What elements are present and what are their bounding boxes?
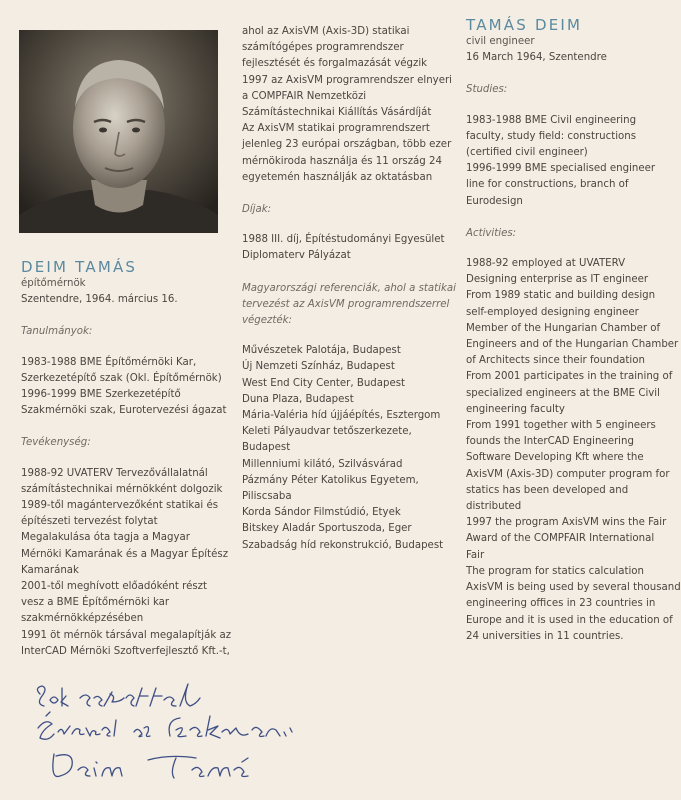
hungarian-bio-column (21, 258, 231, 660)
studies-line: 1996-1999 BME specialised engineer (466, 163, 656, 175)
studies-heading-en: Studies: (466, 84, 508, 96)
activities-heading-en: Activities: (466, 227, 517, 239)
activities-line: InterCAD Mérnöki Szoftverfejlesztő Kft.-t, (21, 645, 230, 657)
activities-line: 24 universities in 11 countries. (466, 630, 624, 642)
reference-line: Művészetek Palotája, Budapest (242, 345, 401, 357)
references-heading (242, 281, 456, 330)
portrait-photo (19, 30, 218, 233)
activities-line: 1997 the program AxisVM wins the Fair (466, 517, 667, 529)
activities-line: 1988-92 UVATERV Tervezővállalatnál (21, 467, 208, 479)
activities-line: of Architects since their foundation (466, 355, 645, 367)
studies-line: Eurodesign (466, 195, 523, 207)
reference-line: Mária-Valéria híd újjáépítés, Esztergom (242, 410, 441, 422)
activities-line: self-employed designing engineer (466, 306, 639, 318)
activities-line: engineering offices in 23 countries in (466, 598, 656, 610)
awards-list (242, 232, 456, 264)
name-heading-en: TAMÁS DEIM (466, 16, 583, 34)
studies-line: faculty, study field: constructions (466, 130, 637, 142)
activities-line: The program for statics calculation (466, 565, 644, 577)
activities-line: Award of the COMPFAIR International (466, 533, 655, 545)
activities-line: Fair (466, 549, 485, 561)
english-bio-column-clip (466, 16, 681, 716)
activities-line: 2001-től meghívott előadóként részt (21, 581, 207, 593)
activities-line: 1988-92 employed at UVATERV (466, 258, 626, 270)
activities-line: 1991 öt mérnök társával megalapítják az (21, 629, 232, 641)
activities-heading-hu: Tevékenység: (21, 437, 91, 449)
activities-line: Europe and it is used in the education of (466, 614, 673, 626)
reference-line: Korda Sándor Filmstúdió, Etyek (242, 507, 401, 519)
activities-line: építészeti tervezést folytat (21, 516, 158, 528)
activities-line: From 2001 participates in the training of (466, 371, 673, 383)
reference-line: West End City Center, Budapest (242, 377, 406, 389)
reference-line: Duna Plaza, Budapest (242, 393, 354, 405)
name-heading-hu: DEIM TAMÁS (21, 258, 138, 276)
activities-line: vesz a BME Építőmérnöki kar (21, 597, 170, 609)
activities-line: AxisVM is being used by several thousand (466, 582, 681, 594)
reference-line: Új Nemzeti Színház, Budapest (242, 361, 395, 373)
activities-line: ahol az AxisVM (Axis-3D) statikai (242, 26, 410, 37)
studies-line: (certified civil engineer) (466, 147, 588, 159)
activities-line: fejlesztését és forgalmazását végzik (242, 58, 428, 70)
reference-line: Piliscsaba (242, 491, 292, 503)
reference-line: Pázmány Péter Katolikus Egyetem, (242, 474, 419, 486)
activities-list-hu (21, 466, 231, 660)
activities-line: founds the InterCAD Engineering (466, 436, 634, 448)
activities-line: Kamarának (21, 564, 79, 576)
references-heading-line: végezték: (242, 315, 292, 327)
studies-line: 1996-1999 BME Szerkezetépítő (21, 389, 181, 401)
studies-heading-hu: Tanulmányok: (21, 326, 93, 338)
activities-line: Engineers and of the Hungarian Chamber (466, 339, 679, 351)
activities-line: számítógépes programrendszer (242, 42, 404, 54)
reference-line: Keleti Pályaudvar tetőszerkezete, (242, 426, 412, 438)
award-line: Diplomaterv Pályázat (242, 250, 351, 262)
activities-continued-list (242, 24, 456, 186)
portrait-illustration (19, 30, 218, 233)
references-heading-line: tervezést az AxisVM programrendszerrel (242, 298, 450, 310)
activities-line: From 1989 static and building design (466, 290, 656, 302)
handwritten-dedication (30, 680, 320, 790)
birth-info-hu: Szentendre, 1964. március 16. (21, 294, 178, 306)
english-bio-column (466, 16, 681, 645)
awards-heading: Díjak: (242, 204, 272, 216)
activities-list-en (466, 256, 681, 645)
birth-info-en: 16 March 1964, Szentendre (466, 52, 607, 64)
studies-line: Szerkezetépítő szak (Okl. Építőmérnök) (21, 372, 222, 384)
activities-line: Az AxisVM statikai programrendszert (242, 123, 430, 135)
studies-line: 1983-1988 BME Civil engineering (466, 114, 637, 126)
reference-line: Szabadság híd rekonstrukció, Budapest (242, 539, 444, 551)
activities-line: jelenleg 23 európai országban, több ezer (242, 139, 452, 151)
references-heading-line: Magyarországi referenciák, ahol a statikai (242, 282, 456, 294)
activities-line: From 1991 together with 5 engineers (466, 420, 656, 432)
activities-line: Mérnöki Kamarának és a Magyar Építész (21, 548, 229, 560)
activities-line: engineering faculty (466, 403, 565, 415)
studies-list-en (466, 113, 681, 210)
award-line: 1988 III. díj, Építéstudományi Egyesület (242, 234, 445, 246)
activities-line: egyetemén használják az oktatásban (242, 171, 433, 183)
activities-line: Designing enterprise as IT engineer (466, 274, 649, 286)
activities-line: statics has been developed and (466, 484, 629, 496)
activities-line: Member of the Hungarian Chamber of (466, 322, 661, 334)
reference-line: Millenniumi kilátó, Szilvásvárad (242, 458, 403, 470)
activities-line: 1997 az AxisVM programrendszer elnyeri (242, 74, 452, 86)
reference-line: Budapest (242, 442, 291, 454)
profession-hu: építőmérnök (21, 278, 86, 289)
activities-line: mérnökiroda használja és 11 ország 24 (242, 155, 442, 167)
activities-line: AxisVM (Axis-3D) computer program for (466, 468, 670, 480)
activities-line: Software Developing Kft where the (466, 452, 644, 464)
reference-line: Bitskey Aladár Sportuszoda, Eger (242, 523, 412, 535)
activities-line: Számítástechnikai Kiállítás Vásárdíját (242, 107, 432, 119)
activities-line: szakmérnökképzésében (21, 613, 144, 625)
profession-en: civil engineer (466, 36, 535, 47)
activities-line: distributed (466, 501, 522, 513)
studies-line: Szakmérnöki szak, Eurotervezési ágazat (21, 405, 227, 417)
studies-line: 1983-1988 BME Építőmérnöki Kar, (21, 356, 197, 368)
activities-line: a COMPFAIR Nemzetközi (242, 90, 367, 102)
activities-line: 1989-től magántervezőként statikai és (21, 500, 219, 512)
studies-list-hu (21, 355, 231, 420)
activities-line: számítástechnikai mérnökként dolgozik (21, 483, 223, 495)
references-list (242, 343, 456, 554)
activities-line: specialized engineers at the BME Civil (466, 387, 660, 399)
activities-line: Megalakulása óta tagja a Magyar (21, 532, 190, 544)
studies-line: line for constructions, branch of (466, 179, 629, 191)
hungarian-bio-continued-column (242, 24, 456, 554)
